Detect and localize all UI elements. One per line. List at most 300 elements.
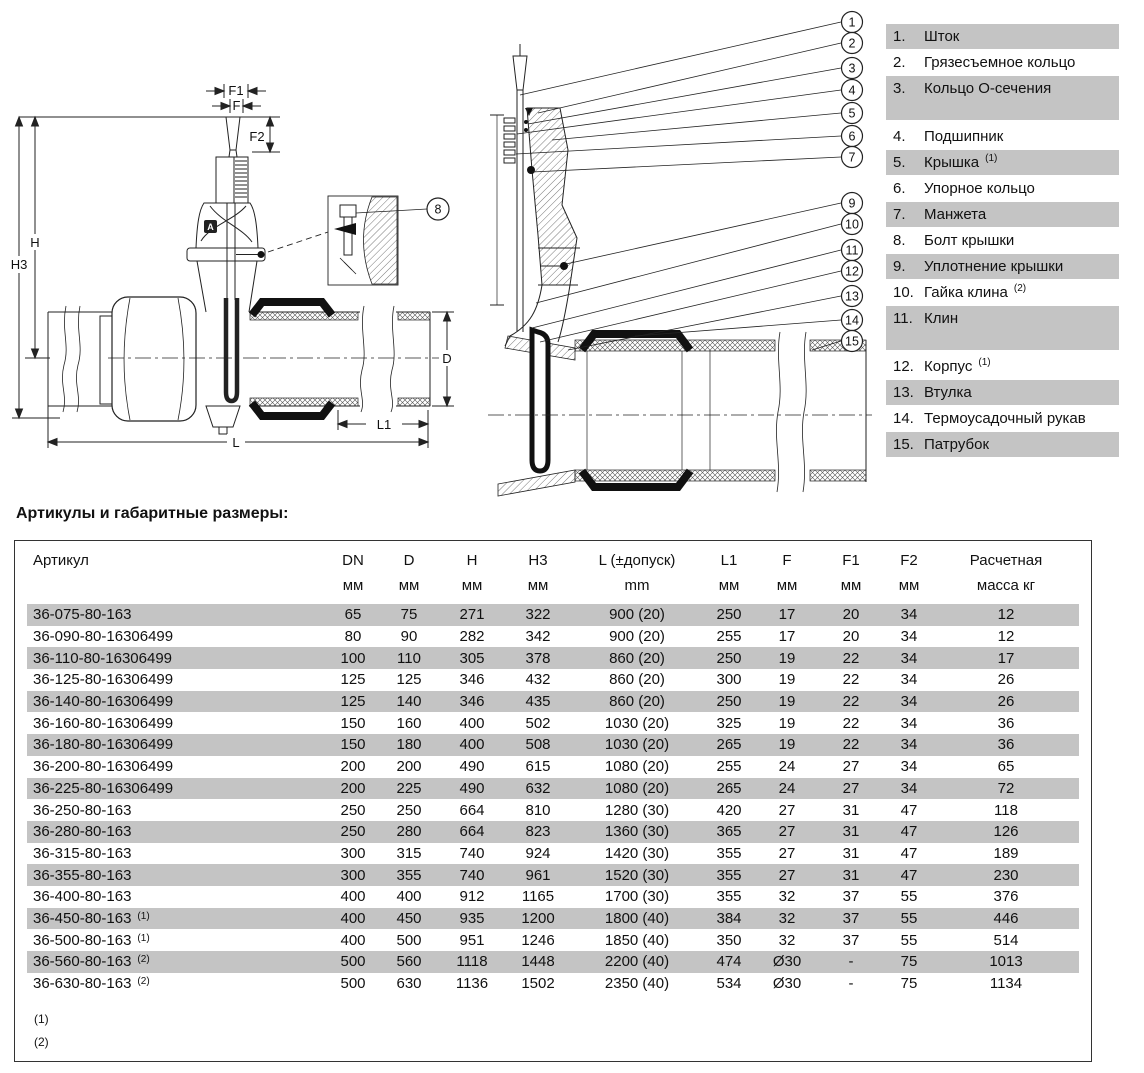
value-cell: 150 <box>340 714 366 732</box>
value-cell: 435 <box>525 693 551 711</box>
dim-label-h: H <box>30 235 40 250</box>
value-cell: 860 (20) <box>609 693 665 711</box>
legend-item <box>886 150 1119 175</box>
value-cell: 912 <box>459 888 485 906</box>
article-footnote-ref: (2) <box>137 976 150 988</box>
value-cell: 22 <box>842 714 860 732</box>
left-pipe <box>48 297 196 421</box>
value-cell: 31 <box>842 866 860 884</box>
value-cell: 31 <box>842 844 860 862</box>
value-cell: 860 (20) <box>609 649 665 667</box>
unit-cell: мм <box>342 577 364 594</box>
header-cell: L (±допуск) <box>598 552 676 569</box>
legend-item <box>886 228 1119 253</box>
value-cell: 72 <box>997 779 1015 797</box>
table-row <box>27 864 1079 886</box>
callout-2 <box>842 33 863 54</box>
unit-cell: мм <box>718 577 740 594</box>
bonnet-section <box>527 108 577 285</box>
article-cell: 36-075-80-163 <box>33 606 132 624</box>
value-cell: 24 <box>778 779 796 797</box>
callout-1 <box>842 12 863 33</box>
value-cell: 1360 (30) <box>604 823 670 841</box>
article-cell: 36-125-80-16306499 <box>33 671 174 689</box>
article-cell: 36-630-80-163 $^{(2)}$ <box>33 975 150 993</box>
value-cell: 34 <box>900 606 918 624</box>
value-cell: 400 <box>396 888 422 906</box>
value-cell: 180 <box>396 736 422 754</box>
value-cell: 1700 (30) <box>604 888 670 906</box>
article-cell: 36-180-80-16306499 <box>33 736 174 754</box>
legend-item-label: Втулка <box>924 384 972 401</box>
value-cell: 255 <box>716 758 742 776</box>
socket-coupling <box>112 297 196 421</box>
valve-section-drawing <box>480 0 880 510</box>
value-cell: 2350 (40) <box>604 975 670 993</box>
value-cell: 22 <box>842 671 860 689</box>
value-cell: 378 <box>525 649 551 667</box>
value-cell: 19 <box>778 736 796 754</box>
value-cell: 1165 <box>521 888 555 906</box>
callout-3 <box>842 58 863 79</box>
callout-number: 10 <box>845 217 859 232</box>
value-cell: 265 <box>716 779 742 797</box>
article-footnote-ref: (2) <box>137 954 150 966</box>
unit-cell: масса кг <box>976 577 1036 594</box>
legend-item-number: 5. <box>893 154 906 171</box>
value-cell: 34 <box>900 671 918 689</box>
value-cell: 12 <box>997 606 1015 624</box>
legend-item-number: 7. <box>893 206 906 223</box>
table-row <box>27 626 1079 648</box>
value-cell: 250 <box>716 649 742 667</box>
value-cell: 1134 <box>989 975 1023 993</box>
table-row <box>27 886 1079 908</box>
value-cell: 250 <box>340 823 366 841</box>
legend-item <box>886 76 1119 120</box>
value-cell: 508 <box>525 736 551 754</box>
article-cell: 36-090-80-16306499 <box>33 628 174 646</box>
value-cell: 740 <box>459 866 485 884</box>
legend-item <box>886 50 1119 75</box>
value-cell: 27 <box>842 758 860 776</box>
value-cell: 12 <box>997 628 1015 646</box>
value-cell: 664 <box>459 823 485 841</box>
value-cell: 2200 (40) <box>604 953 670 971</box>
value-cell: 255 <box>716 628 742 646</box>
footnote: (1) <box>34 1012 49 1027</box>
value-cell: 1030 (20) <box>604 736 670 754</box>
value-cell: 17 <box>997 649 1015 667</box>
value-cell: 450 <box>396 909 422 927</box>
callout-4 <box>842 80 863 101</box>
value-cell: 126 <box>993 823 1019 841</box>
callout-number: 2 <box>848 36 856 51</box>
dimension-d <box>432 312 455 406</box>
legend-item-label: Подшипник <box>924 128 1004 145</box>
dim-label-f1: F1 <box>228 83 244 98</box>
value-cell: 346 <box>459 693 485 711</box>
value-cell: 355 <box>716 866 742 884</box>
wedge-profile <box>226 298 237 401</box>
legend-item-number: 1. <box>893 28 906 45</box>
value-cell: 365 <box>716 823 742 841</box>
value-cell: 19 <box>778 714 796 732</box>
legend-item-label: Патрубок <box>924 436 990 453</box>
value-cell: 65 <box>344 606 362 624</box>
legend-item <box>886 306 1119 350</box>
value-cell: 80 <box>344 628 362 646</box>
value-cell: 1030 (20) <box>604 714 670 732</box>
value-cell: 34 <box>900 649 918 667</box>
right-pipe <box>249 302 430 416</box>
value-cell: 664 <box>459 801 485 819</box>
legend-item-number: 15. <box>893 436 914 453</box>
dimension-h <box>27 117 44 358</box>
callout-5 <box>842 103 863 124</box>
callout-number: 3 <box>848 61 856 76</box>
dimension-l1 <box>338 410 428 432</box>
value-cell: 446 <box>993 909 1019 927</box>
value-cell: 125 <box>340 693 366 711</box>
value-cell: 342 <box>525 628 551 646</box>
legend-item-label: Корпус <box>924 358 973 375</box>
value-cell: 384 <box>716 909 742 927</box>
article-cell: 36-250-80-163 <box>33 801 132 819</box>
logo-letter: A <box>207 222 214 232</box>
legend-item-number: 4. <box>893 128 906 145</box>
table-row <box>27 756 1079 778</box>
value-cell: 1080 (20) <box>604 758 670 776</box>
value-cell: 36 <box>997 714 1015 732</box>
value-cell: 20 <box>842 628 860 646</box>
value-cell: 24 <box>778 758 796 776</box>
legend-item-label: Манжета <box>924 206 987 223</box>
value-cell: 189 <box>993 844 1019 862</box>
pipe-break-line <box>390 306 394 412</box>
legend-item <box>886 24 1119 49</box>
value-cell: 500 <box>340 953 366 971</box>
value-cell: 1448 <box>521 953 555 971</box>
callout-13 <box>842 286 863 307</box>
article-cell: 36-400-80-163 <box>33 888 132 906</box>
dim-label-h3: H3 <box>10 257 28 272</box>
value-cell: 810 <box>525 801 551 819</box>
legend-item <box>886 406 1119 431</box>
value-cell: - <box>848 975 854 993</box>
value-cell: 31 <box>842 823 860 841</box>
bonnet-bolt-marker <box>560 262 568 270</box>
callout-number: 1 <box>848 15 856 30</box>
value-cell: 1118 <box>456 953 488 971</box>
value-cell: 400 <box>340 931 366 949</box>
value-cell: 125 <box>396 671 422 689</box>
article-cell: 36-140-80-16306499 <box>33 693 174 711</box>
value-cell: 17 <box>778 628 796 646</box>
value-cell: 1200 <box>521 909 555 927</box>
legend-item-label: Крышка <box>924 154 980 171</box>
value-cell: 27 <box>778 866 796 884</box>
parts-legend <box>886 24 1119 458</box>
value-cell: 1013 <box>989 953 1023 971</box>
stem-outline <box>216 117 248 203</box>
value-cell: 118 <box>994 801 1018 819</box>
legend-item-number: 12. <box>893 358 914 375</box>
o-ring <box>524 120 528 124</box>
callout-number: 12 <box>845 264 859 279</box>
value-cell: 34 <box>900 714 918 732</box>
value-cell: Ø30 <box>772 953 802 971</box>
callout-number: 6 <box>848 129 856 144</box>
header-cell: DN <box>342 552 364 569</box>
value-cell: 300 <box>340 866 366 884</box>
value-cell: 200 <box>340 758 366 776</box>
wedge-section <box>532 330 548 471</box>
article-cell: 36-160-80-16306499 <box>33 714 174 732</box>
value-cell: 500 <box>340 975 366 993</box>
value-cell: 27 <box>842 779 860 797</box>
value-cell: 560 <box>396 953 422 971</box>
value-cell: 160 <box>396 714 422 732</box>
value-cell: 1136 <box>455 975 489 993</box>
pipe-break-line <box>62 306 66 412</box>
value-cell: 500 <box>396 931 422 949</box>
value-cell: 1800 (40) <box>604 909 670 927</box>
callout-number: 5 <box>848 106 856 121</box>
value-cell: 150 <box>340 736 366 754</box>
pipe-break-line <box>360 306 364 412</box>
value-cell: 75 <box>900 975 918 993</box>
value-cell: 305 <box>459 649 485 667</box>
legend-item-number: 13. <box>893 384 914 401</box>
value-cell: 200 <box>340 779 366 797</box>
table-header-row <box>27 548 1079 573</box>
bonnet-bolt-marker <box>258 251 265 258</box>
article-cell: 36-500-80-163 $^{(1)}$ <box>33 931 150 949</box>
value-cell: 125 <box>340 671 366 689</box>
value-cell: 32 <box>778 888 796 906</box>
dimension-f2 <box>249 117 280 152</box>
value-cell: 19 <box>778 649 796 667</box>
table-body <box>27 604 1079 994</box>
legend-item-label: Клин <box>924 310 959 327</box>
value-cell: 47 <box>900 823 918 841</box>
article-cell: 36-355-80-163 <box>33 866 132 884</box>
dimension-h3 <box>6 117 33 418</box>
callout-14 <box>842 310 863 331</box>
pipe-break-line <box>802 332 806 492</box>
value-cell: 110 <box>397 649 421 667</box>
value-cell: 19 <box>778 671 796 689</box>
bearing-stack <box>504 118 515 163</box>
detail-inset <box>268 196 449 285</box>
table-row <box>27 778 1079 800</box>
header-cell: F1 <box>842 552 860 569</box>
table-row <box>27 712 1079 734</box>
legend-item-label: Болт крышки <box>924 232 1015 249</box>
value-cell: 65 <box>997 758 1015 776</box>
article-cell: 36-450-80-163 $^{(1)}$ <box>33 909 150 927</box>
legend-footnote-ref: (2) <box>1013 283 1027 294</box>
value-cell: 355 <box>396 866 422 884</box>
bonnet-outline <box>187 203 265 261</box>
value-cell: 140 <box>396 693 422 711</box>
value-cell: 432 <box>525 671 551 689</box>
unit-cell: мм <box>461 577 483 594</box>
article-cell: 36-225-80-16306499 <box>33 779 174 797</box>
valve-dimension-drawing <box>0 0 480 470</box>
value-cell: 31 <box>842 801 860 819</box>
table-row <box>27 669 1079 691</box>
table-row <box>27 799 1079 821</box>
value-cell: 935 <box>459 909 485 927</box>
value-cell: 924 <box>525 844 551 862</box>
unit-cell: мм <box>398 577 420 594</box>
value-cell: 32 <box>778 931 796 949</box>
legend-item-label: Уплотнение крышки <box>924 258 1064 275</box>
dimensions-table <box>14 540 1092 1062</box>
legend-footnote-ref: (1) <box>985 153 998 164</box>
legend-item-number: 10. <box>893 284 914 301</box>
value-cell: 250 <box>716 693 742 711</box>
value-cell: 376 <box>993 888 1019 906</box>
value-cell: 34 <box>900 628 918 646</box>
value-cell: 22 <box>842 649 860 667</box>
table-row <box>27 929 1079 951</box>
callout-15 <box>842 331 863 352</box>
article-cell: 36-200-80-16306499 <box>33 758 174 776</box>
legend-item-number: 6. <box>893 180 906 197</box>
legend-item <box>886 176 1119 201</box>
value-cell: 900 (20) <box>609 606 665 624</box>
o-ring <box>524 128 528 132</box>
value-cell: 490 <box>459 758 485 776</box>
unit-cell: мм <box>527 577 549 594</box>
value-cell: 400 <box>340 909 366 927</box>
header-cell: L1 <box>720 552 738 569</box>
table-row <box>27 843 1079 865</box>
value-cell: 22 <box>842 736 860 754</box>
table-title: Артикулы и габаритные размеры: <box>16 505 289 522</box>
callout-number: 8 <box>434 202 442 217</box>
value-cell: 37 <box>842 909 860 927</box>
value-cell: 47 <box>900 844 918 862</box>
value-cell: 350 <box>716 931 742 949</box>
legend-item-number: 8. <box>893 232 906 249</box>
value-cell: 32 <box>778 909 796 927</box>
value-cell: 400 <box>459 736 485 754</box>
article-footnote-ref: (1) <box>137 932 150 944</box>
legend-item <box>886 202 1119 227</box>
legend-item-label: Термоусадочный рукав <box>924 410 1086 427</box>
value-cell: 1420 (30) <box>604 844 670 862</box>
value-cell: 860 (20) <box>609 671 665 689</box>
dim-label-f: F <box>232 98 241 113</box>
table-row <box>27 908 1079 930</box>
article-cell: 36-315-80-163 <box>33 844 132 862</box>
value-cell: 300 <box>340 844 366 862</box>
header-cell: Расчетная <box>969 552 1043 569</box>
value-cell: 55 <box>900 931 918 949</box>
callout-10 <box>842 214 863 235</box>
value-cell: 27 <box>778 844 796 862</box>
value-cell: 27 <box>778 823 796 841</box>
value-cell: 37 <box>842 931 860 949</box>
value-cell: 534 <box>716 975 742 993</box>
table-row <box>27 647 1079 669</box>
header-cell: F <box>782 552 792 569</box>
table-units-row <box>27 573 1079 598</box>
dim-label-f2: F2 <box>249 129 265 144</box>
value-cell: 474 <box>716 953 742 971</box>
value-cell: 34 <box>900 736 918 754</box>
legend-item-number: 14. <box>893 410 914 427</box>
table-row <box>27 973 1079 995</box>
callout-9 <box>842 193 863 214</box>
legend-item-number: 2. <box>893 54 906 71</box>
cuff-seal <box>527 166 535 174</box>
value-cell: 490 <box>459 779 485 797</box>
legend-item-label: Шток <box>924 28 960 45</box>
callout-circles <box>842 12 863 352</box>
value-cell: 1850 (40) <box>604 931 670 949</box>
value-cell: 36 <box>997 736 1015 754</box>
value-cell: 740 <box>459 844 485 862</box>
value-cell: 34 <box>900 693 918 711</box>
dimension-f <box>212 98 261 113</box>
callout-11 <box>842 240 863 261</box>
table-row <box>27 821 1079 843</box>
value-cell: 951 <box>459 931 485 949</box>
table-row <box>27 734 1079 756</box>
value-cell: 514 <box>993 931 1019 949</box>
unit-cell: мм <box>898 577 920 594</box>
callout-number: 9 <box>848 196 856 211</box>
unit-cell: мм <box>840 577 862 594</box>
legend-item-number: 9. <box>893 258 906 275</box>
pipe-break-line <box>776 332 780 492</box>
value-cell: 355 <box>716 888 742 906</box>
value-cell: 250 <box>340 801 366 819</box>
value-cell: 75 <box>900 953 918 971</box>
value-cell: 90 <box>400 628 418 646</box>
value-cell: 55 <box>900 909 918 927</box>
header-cell: H <box>466 552 478 569</box>
value-cell: 823 <box>525 823 551 841</box>
value-cell: 75 <box>400 606 418 624</box>
legend-item-label: Грязесъемное кольцо <box>924 54 1076 71</box>
value-cell: 34 <box>900 779 918 797</box>
legend-item-label: Упорное кольцо <box>924 180 1035 197</box>
value-cell: 615 <box>525 758 551 776</box>
value-cell: 346 <box>459 671 485 689</box>
callout-number: 14 <box>845 313 859 328</box>
article-cell: 36-110-80-16306499 <box>33 649 173 667</box>
value-cell: 26 <box>997 693 1015 711</box>
value-cell: 1280 (30) <box>604 801 670 819</box>
value-cell: 630 <box>396 975 422 993</box>
header-cell: Артикул <box>33 552 89 569</box>
stem-cone <box>513 56 527 90</box>
dimension-f1 <box>206 83 266 98</box>
value-cell: 355 <box>716 844 742 862</box>
value-cell: 100 <box>340 649 366 667</box>
dim-label-d: D <box>442 351 452 366</box>
value-cell: 322 <box>525 606 551 624</box>
legend-footnote-ref: (1) <box>978 357 991 368</box>
legend-item <box>886 354 1119 379</box>
unit-cell: mm <box>624 577 650 594</box>
